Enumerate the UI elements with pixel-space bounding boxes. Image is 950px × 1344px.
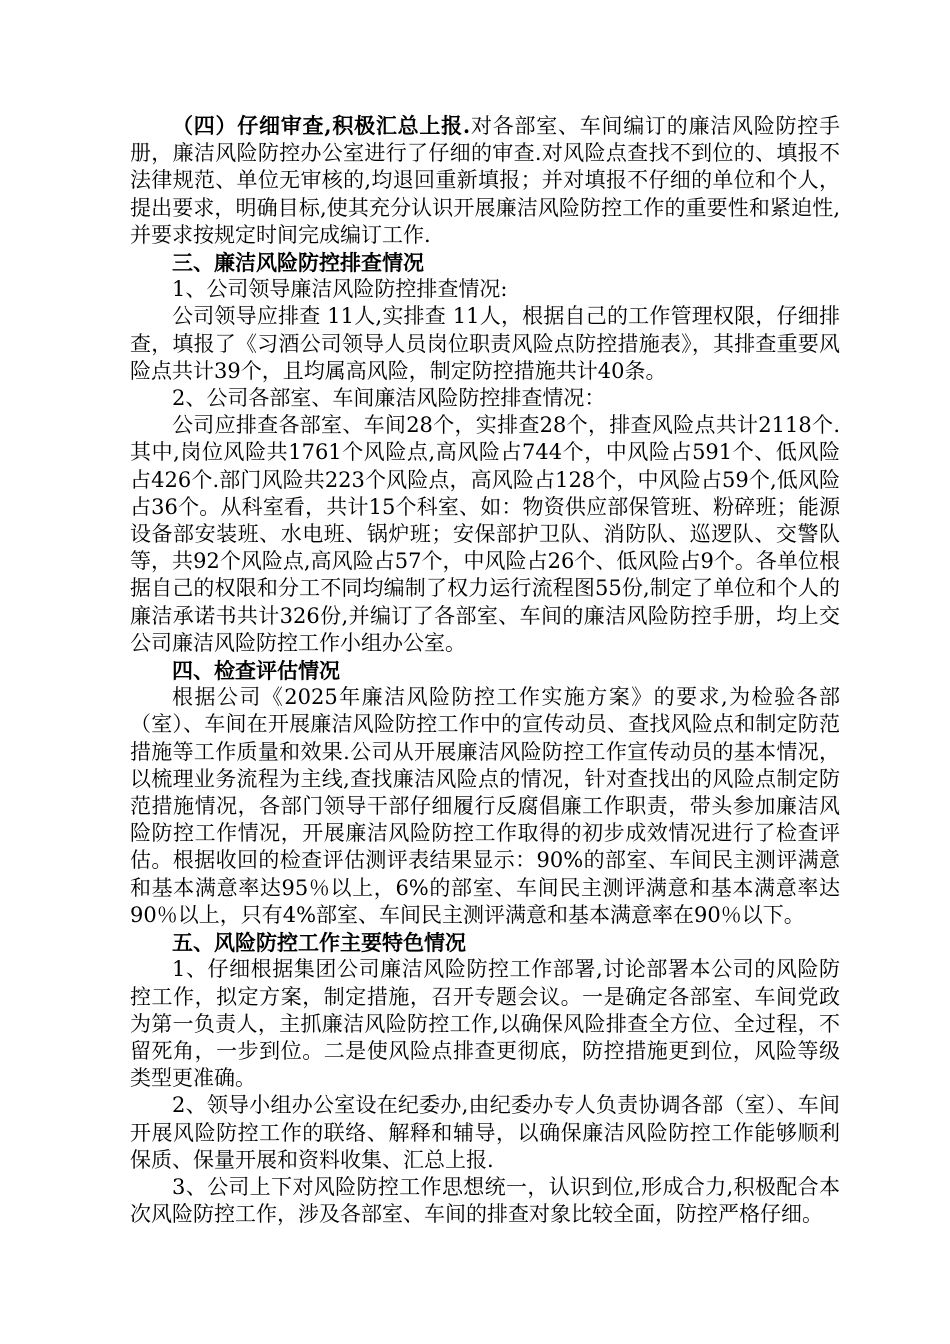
section-heading-5: 五、风险防控工作主要特色情况: [172, 930, 466, 956]
paragraph-dept-check-title: 2、公司各部室、车间廉洁风险防控排查情况：: [172, 386, 606, 411]
paragraph-leader-check: 公司领导应排查 11人,实排查 11人，根据自己的工作管理权限，仔细排查，填报了《习酒公司领导人员岗位职责风险点防控措施表》，其排查重要风险点共计39个，且均属高风险，制定防控措施共计40条。: [130, 304, 840, 383]
paragraph-feature-3: 3、公司上下对风险防控工作思想统一，认识到位,形成合力,积极配合本次风险防控工作，涉及各部室、车间的排查对象比较全面，防控严格仔细。: [130, 1174, 840, 1227]
paragraph-feature-1: 1、仔细根据集团公司廉洁风险防控工作部署,讨论部署本公司的风险防控工作，拟定方案，制定措施，召开专题会议。一是确定各部室、车间党政为第一负责人，主抓廉洁风险防控工作,以确保风险排查全方位、全过程，不留死角，一步到位。二是使风险点排查更彻底，防控措施更到位，风险等级类型更准确。: [130, 957, 840, 1091]
paragraph-lead: （四）仔细审查,积极汇总上报.: [172, 113, 471, 138]
paragraph-evaluation: 根据公司《2025年廉洁风险防控工作实施方案》的要求,为检验各部（室）、车间在开展廉洁风险防控工作中的宣传动员、查找风险点和制定防范措施等工作质量和效果.公司从开展廉洁风险防控工作宣传动员的基本情况，以梳理业务流程为主线,查找廉洁风险点的情况，针对查找出的风险点制定防范措施情况，各部门领导干部仔细履行反腐倡廉工作职责，带头参加廉洁风险防控工作情况，开展廉洁风险防控工作取得的初步成效情况进行了检查评估。根据收回的检查评估测评表结果显示：90%的部室、车间民主测评满意和基本满意率达95％以上，6%的部室、车间民主测评满意和基本满意率达90％以上，只有4%部室、车间民主测评满意和基本满意率在90％以下。: [130, 685, 840, 927]
paragraph-dept-check: 公司应排查各部室、车间28个，实排查28个，排查风险点共计2118个.其中,岗位风险共1761个风险点,高风险占744个，中风险占591个、低风险占426个.部门风险共223个风险点，高风险占128个，中风险占59个,低风险占36个。从科室看，共计15个科室、如：物资供应部保管班、粉碎班；能源设备部安装班、水电班、锅炉班；安保部护卫队、消防队、巡逻队、交警队等，共92个风险点,高风险占57个，中风险占26个、低风险占9个。各单位根据自己的权限和分工不同均编制了权力运行流程图55份,制定了单位和个人的廉洁承诺书共计326份,并编订了各部室、车间的廉洁风险防控手册，均上交公司廉洁风险防控工作小组办公室。: [130, 413, 840, 655]
paragraph-leader-check-title: 1、公司领导廉洁风险防控排查情况:: [172, 277, 508, 302]
paragraph-review-summary: [130, 112, 840, 249]
section-heading-3: 三、廉洁风险防控排查情况: [172, 250, 424, 276]
paragraph-text: 对各部室、车间编订的廉洁风险防控手册，廉洁风险防控办公室进行了仔细的审查.对风险点查找不到位的、填报不法律规范、单位无审核的,均退回重新填报；并对填报不仔细的单位和个人，提出要求，明确目标,使其充分认识开展廉洁风险防控工作的重要性和紧迫性,并要求按规定时间完成编订工作.: [130, 114, 841, 247]
section-heading-4: 四、检查评估情况: [172, 658, 340, 684]
document-body: [130, 112, 840, 1228]
paragraph-feature-2: 2、领导小组办公室设在纪委办,由纪委办专人负责协调各部（室）、车间开展风险防控工作的联络、解释和辅导，以确保廉洁风险防控工作能够顺利保质、保量开展和资料收集、汇总上报.: [130, 1093, 840, 1172]
